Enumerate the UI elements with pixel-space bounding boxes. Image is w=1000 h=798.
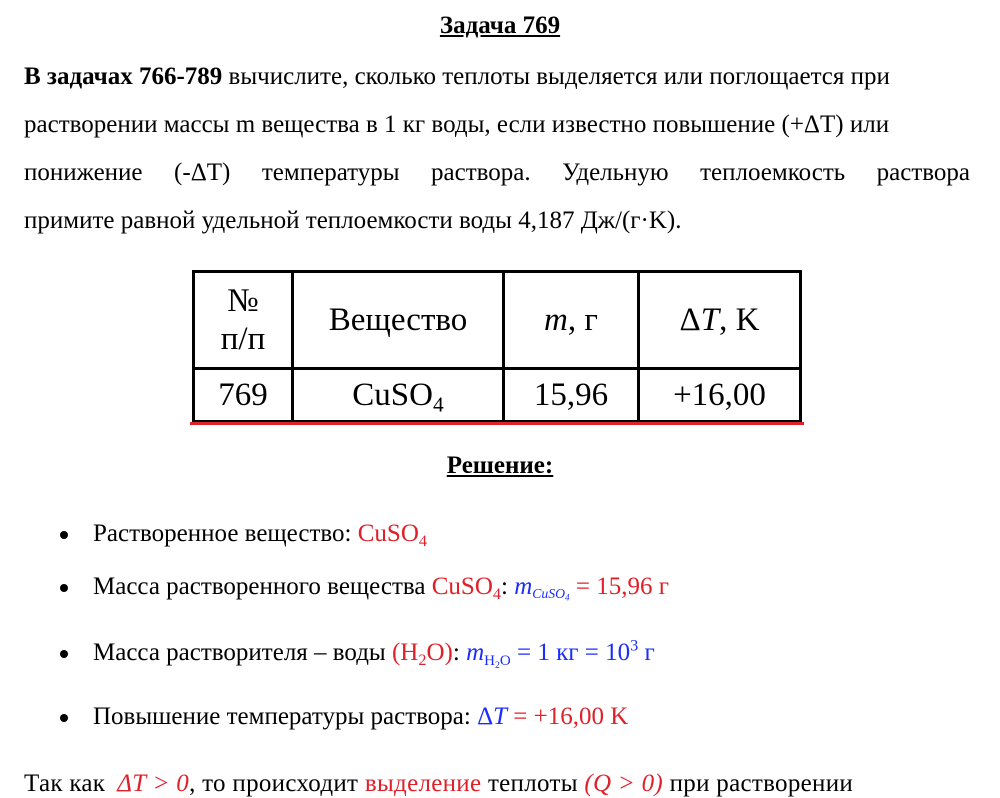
statement-line-2: растворении массы m вещества в 1 кг воды, если известно повышение (+ΔT) или <box>24 111 890 138</box>
data-table <box>192 270 802 423</box>
header-delta-t: ΔT, K <box>639 272 801 369</box>
header-mass: m, г <box>504 272 639 369</box>
statement-line-3: понижение (-ΔT) температуры раствора. Удельную теплоемкость раствора <box>24 159 970 186</box>
given-list <box>56 505 669 732</box>
table-header-row <box>194 272 801 369</box>
header-num: № п/п <box>194 272 293 369</box>
table-underline <box>190 422 804 425</box>
cell-substance: CuSO$_4$ <box>293 369 504 422</box>
statement-lead: В задачах 766-789 <box>24 63 223 90</box>
list-item: Растворенное вещество: CuSO$_4$ <box>56 519 669 549</box>
cell-num: 769 <box>194 369 293 422</box>
bullet-icon <box>60 714 68 722</box>
page-title: Задача 769 <box>439 12 561 39</box>
table-row <box>194 369 801 422</box>
bullet-icon <box>60 584 68 592</box>
bullet-icon <box>60 650 68 658</box>
list-item: Масса растворенного вещества CuSO$_4$: $m_{CuSO_4} = 15,96$ г <box>56 572 669 602</box>
statement-line-1: вычислите, сколько теплоты выделяется или поглощается при <box>222 63 890 90</box>
list-item: Повышение температуры раствора: ΔT = +16,00 K <box>56 702 669 732</box>
cell-delta-t: +16,00 <box>639 369 801 422</box>
list-item: Масса растворителя – воды $(H_2O)$: $m_{H_2O} = 1$ кг = $10^3$ г <box>56 638 669 668</box>
problem-statement <box>24 53 970 245</box>
cell-mass: 15,96 <box>504 369 639 422</box>
header-substance: Вещество <box>293 272 504 369</box>
statement-line-4: примите равной удельной теплоемкости воды 4,187 Дж/(г·K). <box>24 207 682 234</box>
conclusion-line: Так как ΔT > 0, то происходит выделение теплоты (Q > 0) при растворении <box>24 770 854 797</box>
bullet-icon <box>60 531 68 539</box>
solution-heading: Решение: <box>446 452 554 479</box>
